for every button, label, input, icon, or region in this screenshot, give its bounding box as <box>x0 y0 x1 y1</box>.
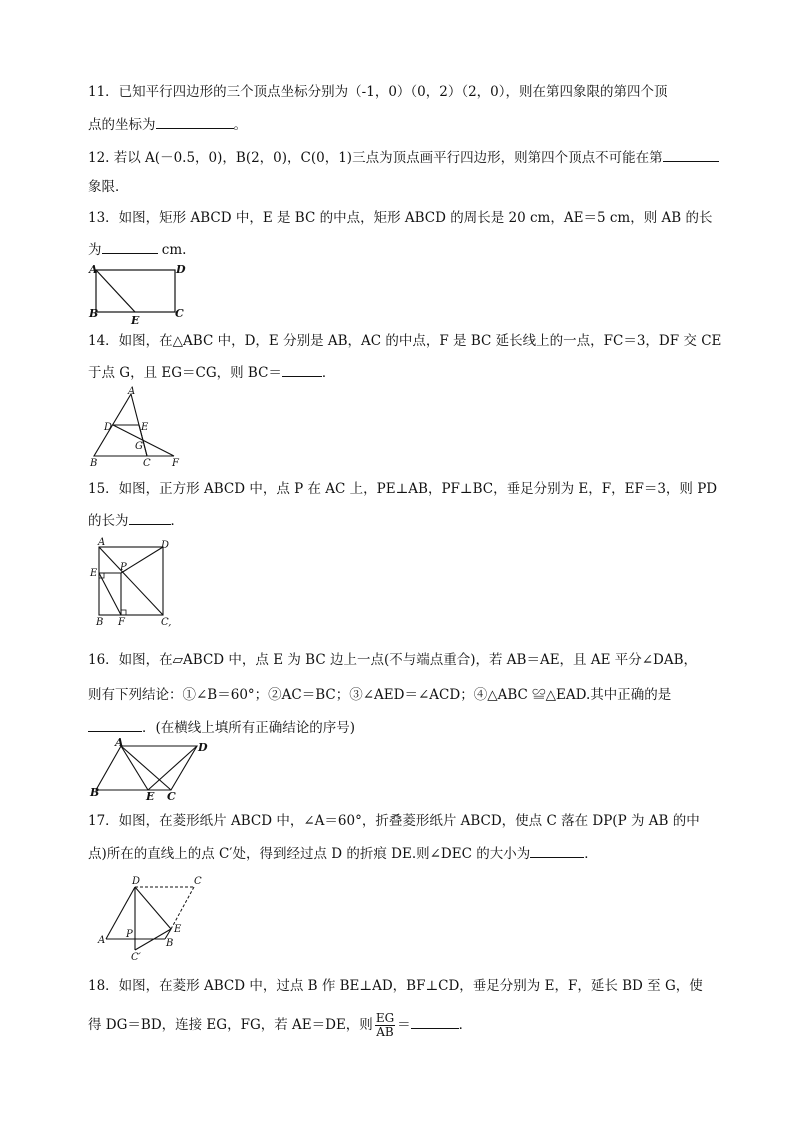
q18-answer-blank[interactable] <box>411 1014 459 1029</box>
q14-line2 <box>88 362 335 383</box>
q17-figure-rhombus <box>88 870 218 962</box>
q17-label-a: A <box>98 935 106 946</box>
q17-label-c: C <box>194 876 202 887</box>
q16-label-c: C <box>167 790 176 803</box>
q17-label-b: B <box>166 938 174 949</box>
q14-label-a: A <box>128 386 136 397</box>
q16-label-e: E <box>146 790 155 803</box>
q11-answer-blank[interactable] <box>156 114 234 129</box>
q17-label-d: D <box>132 876 141 887</box>
q11-line2-pre: 点的坐标为 <box>88 117 156 133</box>
q13-line2 <box>88 239 186 260</box>
q16-figure-parallelogram <box>88 738 208 802</box>
q18-fraction <box>375 1012 395 1039</box>
q13-answer-blank[interactable] <box>102 239 158 254</box>
q13-figure-rectangle <box>88 262 188 328</box>
q16-line2: 则有下列结论：①∠B＝60°；②AC＝BC；③∠AED＝∠ACD；④△ABC ≌△EAD.其中正确的是 <box>88 687 672 703</box>
q17-line2-pre: 点)所在的直线上的点 C′处，得到经过点 D 的折痕 DE.则∠DEC 的大小为 <box>88 846 531 862</box>
q13-line1: 13．如图，矩形 ABCD 中，E 是 BC 的中点，矩形 ABCD 的周长是 20 cm，AE＝5 cm，则 AB 的长 <box>88 210 713 226</box>
q17-label-c-prime: C′ <box>131 952 141 963</box>
q14-answer-blank[interactable] <box>282 362 322 377</box>
q14-label-g: G <box>135 441 143 452</box>
q15-label-p: P <box>120 562 127 573</box>
q18-line2 <box>88 1012 472 1039</box>
q18-line1: 18．如图，在菱形 ABCD 中，过点 B 作 BE⊥AD，BF⊥CD，垂足分别为 E，F，延长 BD 至 G，使 <box>88 978 703 994</box>
q14-label-d: D <box>104 422 113 433</box>
q14-line2-post: ． <box>321 365 336 381</box>
q16-line3 <box>88 717 355 738</box>
q11-line2-post: 。 <box>233 117 247 133</box>
q12-text: 12. 若以 A(－0.5，0)，B(2，0)，C(0，1)三点为顶点画平行四边形，则第四个顶点不可能在第 <box>88 150 663 166</box>
q17-line2 <box>88 843 598 864</box>
q15-line2-pre: 的长为 <box>88 513 129 529</box>
q15-label-b: B <box>96 617 104 628</box>
q15-label-e: E <box>90 568 98 579</box>
q18-frac-num: EG <box>375 1011 395 1025</box>
q14-figure-triangle <box>88 386 188 470</box>
q13-line2-pre: 为 <box>88 242 102 258</box>
q13-label-c: C <box>175 307 184 320</box>
q15-label-f: F <box>118 617 125 628</box>
q14-label-b: B <box>90 458 98 469</box>
q16-line3-post: ．(在横线上填所有正确结论的序号) <box>142 720 356 736</box>
q14-label-f: F <box>172 458 179 469</box>
q12-line1 <box>88 147 719 168</box>
q17-answer-blank[interactable] <box>530 843 584 858</box>
q11-line1: 11．已知平行四边形的三个顶点坐标分别为（-1，0）（0，2）（2，0），则在第四象限的第四个顶 <box>88 84 668 100</box>
q18-frac-den: AB <box>376 1025 394 1039</box>
q14-line2-pre: 于点 G，且 EG＝CG，则 BC＝ <box>88 365 282 381</box>
q15-label-a: A <box>98 537 106 548</box>
q15-label-d: D <box>161 540 170 551</box>
q12-line2: 象限． <box>88 179 129 195</box>
q13-label-e: E <box>131 314 140 327</box>
q18-line2-mid: ＝ <box>397 1017 411 1033</box>
q18-line2-post: ． <box>458 1017 473 1033</box>
q15-line2-post: ． <box>170 513 184 529</box>
q11-line2 <box>88 114 247 135</box>
q13-label-d: D <box>176 263 186 276</box>
q16-label-b: B <box>90 786 100 799</box>
q17-line2-post: ． <box>584 846 598 862</box>
q15-figure-square <box>88 538 188 630</box>
q14-label-e: E <box>141 422 149 433</box>
q15-line2 <box>88 510 184 531</box>
q13-label-b: B <box>89 307 99 320</box>
q16-line1: 16．如图，在▱ABCD 中，点 E 为 BC 边上一点(不与端点重合)，若 AB＝AE，且 AE 平分∠DAB， <box>88 652 698 668</box>
q16-answer-blank[interactable] <box>88 717 142 732</box>
q18-line2-pre: 得 DG＝BD，连接 EG，FG，若 AE＝DE，则 <box>88 1017 373 1033</box>
q15-line1: 15．如图，正方形 ABCD 中，点 P 在 AC 上，PE⊥AB，PF⊥BC，垂足分别为 E，F，EF＝3，则 PD <box>88 481 718 497</box>
q17-line1: 17．如图，在菱形纸片 ABCD 中，∠A＝60°，折叠菱形纸片 ABCD，使点 C 落在 DP(P 为 AB 的中 <box>88 813 700 829</box>
q15-answer-blank[interactable] <box>129 510 171 525</box>
q16-label-d: D <box>198 741 208 754</box>
q17-label-e: E <box>174 924 182 935</box>
q14-label-c: C <box>143 458 151 469</box>
q12-answer-blank[interactable] <box>663 147 719 162</box>
q16-label-a: A <box>115 736 124 749</box>
q13-label-a: A <box>89 263 98 276</box>
q15-label-c: C, <box>161 617 172 628</box>
q14-line1: 14．如图，在△ABC 中，D，E 分别是 AB，AC 的中点，F 是 BC 延长线上的一点，FC＝3，DF 交 CE <box>88 333 722 349</box>
q13-line2-post: cm. <box>157 242 187 258</box>
q17-label-p: P <box>126 929 133 940</box>
